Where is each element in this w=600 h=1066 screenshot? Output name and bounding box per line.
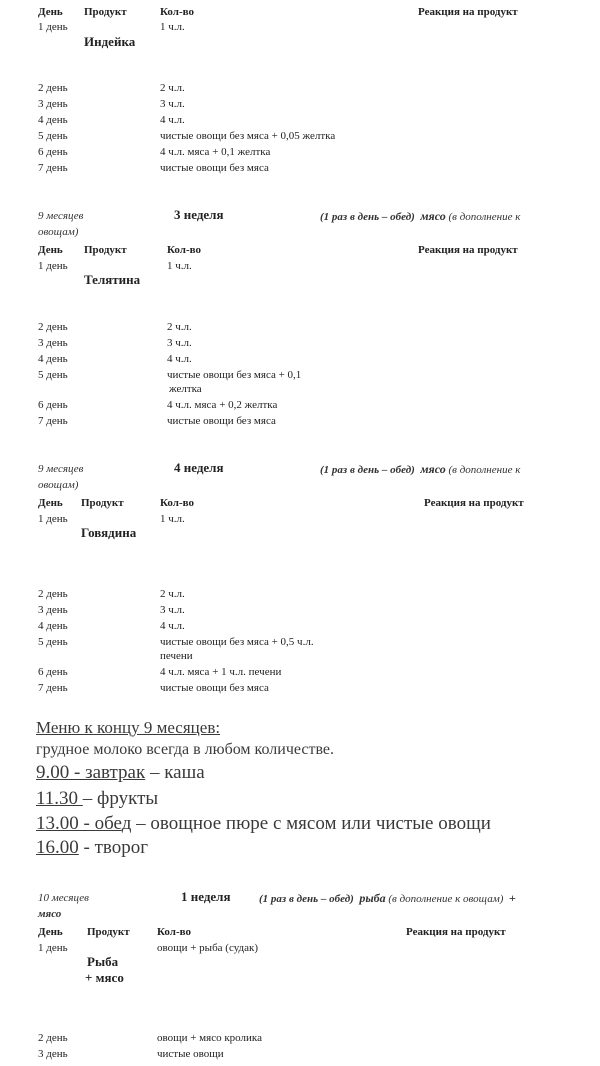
header-product: Продукт [81,497,124,509]
row-qty: 2 ч.л. [167,321,192,333]
product-name-line1: Рыба [87,954,119,969]
row-qty: 3 ч.л. [160,604,185,616]
header-qty: Кол-во [157,926,191,938]
header-day: День [38,244,63,256]
row-day: 3 день [38,1048,68,1060]
row-qty: овощи + мясо кролика [157,1032,262,1044]
row-qty: чистые овощи без мяса + 0,05 желтка [160,130,336,142]
row-qty: чистые овощи без мяса [167,415,276,427]
row-qty-continued: желтка [169,383,202,395]
week-label: 3 неделя [174,207,224,222]
row-qty: 4 ч.л. [160,620,185,632]
frequency-note: (1 раз в день – обед) рыба (в дополнение к овощам) + [259,891,516,905]
note-continuation: овощам) [38,226,79,238]
header-qty: Кол-во [160,497,194,509]
row-day: 4 день [38,620,68,632]
note-continuation: мясо [38,908,62,920]
row-day: 2 день [38,82,68,94]
row-day: 2 день [38,321,68,333]
row-qty: 1 ч.л. [167,260,192,272]
row-qty: 4 ч.л. мяса + 1 ч.л. печени [160,666,282,678]
header-reaction: Реакция на продукт [418,244,518,256]
row-day: 4 день [38,353,68,365]
row-day: 5 день [38,130,68,142]
product-name: Телятина [84,272,141,287]
row-qty: чистые овощи без мяса [160,162,269,174]
row-day: 4 день [38,114,68,126]
frequency-note: (1 раз в день – обед) мясо (в дополнение к [320,209,521,223]
row-day: 3 день [38,604,68,616]
row-day: 2 день [38,588,68,600]
week-label: 4 неделя [174,460,224,475]
menu-title: Меню к концу 9 месяцев: [36,718,221,737]
row-day: 2 день [38,1032,68,1044]
week-label: 1 неделя [181,889,231,904]
menu-item-fruits: 11.30 – фрукты [36,788,159,809]
header-day: День [38,926,63,938]
row-qty: 3 ч.л. [167,337,192,349]
row-day: 1 день [38,260,68,272]
header-product: Продукт [84,244,127,256]
row-qty: 4 ч.л. мяса + 0,2 желтка [167,399,278,411]
product-name-line2: + мясо [85,970,124,985]
header-day: День [38,6,63,18]
row-qty: 2 ч.л. [160,588,185,600]
header-qty: Кол-во [160,6,194,18]
row-qty-continued: печени [160,650,193,662]
row-qty: 2 ч.л. [160,82,185,94]
menu-item-lunch: 13.00 - обед – овощное пюре с мясом или чистые овощи [36,813,491,834]
menu-milk-note: грудное молоко всегда в любом количестве. [36,741,335,758]
menu-item-breakfast: 9.00 - завтрак – каша [36,762,205,783]
product-name: Говядина [81,525,137,540]
row-day: 7 день [38,162,68,174]
row-day: 1 день [38,942,68,954]
row-qty: чистые овощи без мяса + 0,1 [167,369,302,381]
header-reaction: Реакция на продукт [406,926,506,938]
note-continuation: овощам) [38,479,79,491]
row-day: 3 день [38,98,68,110]
row-qty: 4 ч.л. [167,353,192,365]
row-qty: чистые овощи [157,1048,224,1060]
header-reaction: Реакция на продукт [424,497,524,509]
row-qty: чистые овощи без мяса [160,682,269,694]
row-day: 5 день [38,636,68,648]
row-day: 1 день [38,21,68,33]
row-day: 7 день [38,415,68,427]
header-qty: Кол-во [167,244,201,256]
row-qty: 1 ч.л. [160,513,185,525]
header-product: Продукт [84,6,127,18]
header-product: Продукт [87,926,130,938]
row-qty: овощи + рыба (судак) [157,942,258,954]
header-day: День [38,497,63,509]
frequency-note: (1 раз в день – обед) мясо (в дополнение к [320,462,521,476]
product-name: Индейка [84,34,136,49]
row-day: 6 день [38,666,68,678]
row-day: 6 день [38,399,68,411]
row-day: 3 день [38,337,68,349]
row-qty: 4 ч.л. мяса + 0,1 желтка [160,146,271,158]
row-qty: 1 ч.л. [160,21,185,33]
row-day: 5 день [38,369,68,381]
menu-item-cottage-cheese: 16.00 - творог [36,837,149,858]
header-reaction: Реакция на продукт [418,6,518,18]
row-day: 1 день [38,513,68,525]
age-label: 9 месяцев [38,210,84,222]
row-qty: 4 ч.л. [160,114,185,126]
age-label: 9 месяцев [38,463,84,475]
row-day: 6 день [38,146,68,158]
row-day: 7 день [38,682,68,694]
row-qty: чистые овощи без мяса + 0,5 ч.л. [160,636,314,648]
row-qty: 3 ч.л. [160,98,185,110]
age-label: 10 месяцев [38,892,89,904]
